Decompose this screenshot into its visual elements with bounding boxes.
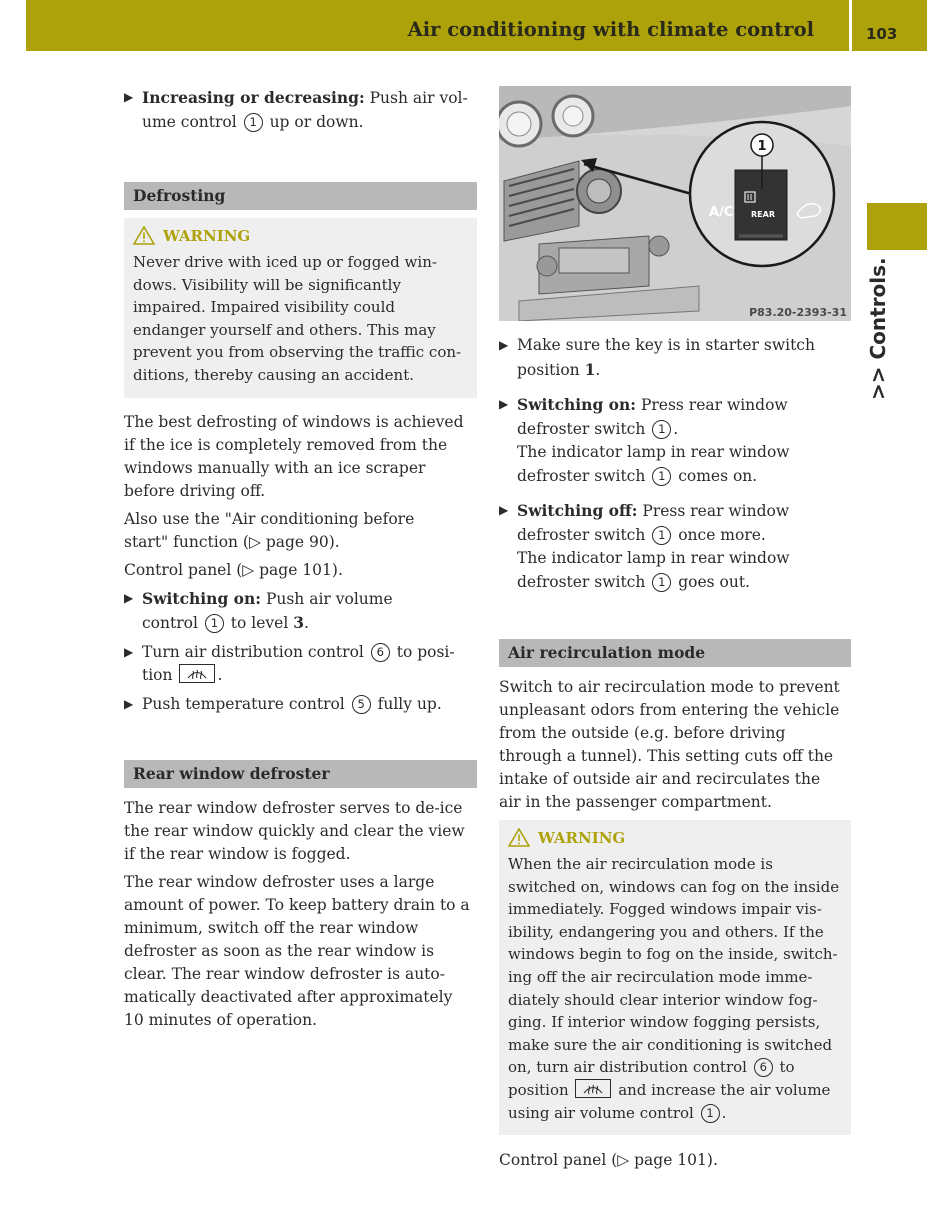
- paragraph: The best defrosting of windows is achieved if the ice is completely removed from the windows manually with an ice scraper before driving off.: [124, 412, 464, 500]
- bullet-arrow-icon: ▶: [499, 397, 509, 411]
- warning-text: Never drive with iced up or fogged win- dows. Visibility will be significantly impaired. Impaired visibility could endanger yourself and others. This may prevent you from observing the traffic con- ditions, thereby causing an accident.: [133, 253, 462, 384]
- callout-number: 1: [244, 113, 263, 132]
- list-item: ▶ Increasing or decreasing: Push air vol- ume control 1 up or down.: [124, 88, 468, 131]
- section-tab-label: >> Controls.: [866, 257, 890, 400]
- page-number: 103: [866, 25, 898, 43]
- windshield-defrost-icon: [179, 664, 215, 683]
- warning-box: [124, 218, 477, 398]
- list-item: ▶ Switching off: Press rear window defroster switch 1 once more. The indicator lamp in rear window defroster switch 1 goes out.: [499, 501, 790, 591]
- paragraph: The rear window defroster serves to de-ice the rear window quickly and clear the view if the rear window is fogged.: [124, 799, 465, 864]
- list-item: ▶ Switching on: Push air volume control 1 to level 3.: [124, 588, 393, 633]
- dashboard-illustration: [499, 86, 851, 321]
- callout-number: 1: [652, 420, 671, 439]
- warning-text: When the air recirculation mode is switched on, windows can fog on the inside immediately. Fogged windows impair vis- ibility, endangering you and others. If the windows begin to fog on the inside, switch- ing off the air recirculation mode imme- diately should clear interior window fog- ging. If interior window fogging persists, make sure the air conditioning is switched on, turn air distribution control 6 to position and increase the air volume using air volume control 1 .: [508, 855, 840, 1122]
- warning-triangle-icon: [133, 226, 155, 245]
- bullet-arrow-icon: ▶: [499, 338, 509, 352]
- list-item: ▶ Turn air distribution control 6 to posi- tion .: [124, 642, 455, 685]
- warning-triangle-icon: [508, 828, 530, 847]
- ac-label: A/C: [709, 205, 734, 220]
- rear-label: REAR: [751, 210, 775, 219]
- paragraph: Switch to air recirculation mode to prevent unpleasant odors from entering the vehicle from the outside (e.g. before driving through a tunnel). This setting cuts off the intake of outside air and recirculates the air in the passenger compartment.: [499, 678, 840, 811]
- callout-number: 1: [652, 573, 671, 592]
- section-heading-air-recirculation: Air recirculation mode: [499, 639, 851, 667]
- paragraph: Also use the "Air conditioning before start" function (▷ page 90).: [124, 509, 415, 551]
- callout-number: 1: [652, 467, 671, 486]
- callout-number: 1: [652, 526, 671, 545]
- list-item: ▶ Push temperature control 5 fully up.: [124, 693, 477, 717]
- callout-number: 6: [754, 1058, 773, 1077]
- list-item: ▶ Make sure the key is in starter switch position 1.: [499, 336, 815, 379]
- page-reference: Control panel (▷ page 101).: [499, 1151, 718, 1170]
- bullet-arrow-icon: ▶: [499, 503, 509, 517]
- section-heading-rear-window-defroster: Rear window defroster: [124, 760, 477, 788]
- dashboard-drawing: [499, 86, 851, 321]
- bullet-arrow-icon: ▶: [124, 90, 134, 104]
- section-tab-marker: [867, 203, 927, 250]
- windshield-defrost-icon: [575, 1079, 611, 1098]
- page-header: [26, 0, 927, 51]
- header-divider: [849, 0, 852, 51]
- section-heading-defrosting: Defrosting: [124, 182, 477, 210]
- header-title: Air conditioning with climate control: [407, 18, 814, 41]
- list-item: ▶ Switching on: Press rear window defroster switch 1 . The indicator lamp in rear window defroster switch 1 comes on.: [499, 395, 790, 485]
- callout-number: 5: [352, 695, 371, 714]
- bullet-arrow-icon: ▶: [124, 696, 134, 711]
- warning-box: [499, 820, 851, 1135]
- left-column: [124, 86, 477, 1037]
- paragraph: The rear window defroster uses a large amount of power. To keep battery drain to a minimum, switch off the rear window defroster as soon as the rear window is clear. The rear window defroster is auto- matically deactivated after approximately 10 minutes of operation.: [124, 873, 470, 1030]
- page-reference: Control panel (▷ page 101).: [124, 560, 343, 579]
- warning-title: WARNING: [508, 827, 842, 849]
- figure-callout-number: 1: [757, 139, 767, 154]
- warning-title: WARNING: [133, 225, 468, 247]
- bullet-arrow-icon: ▶: [124, 644, 134, 659]
- callout-number: 1: [701, 1104, 720, 1123]
- callout-number: 1: [205, 614, 224, 633]
- bullet-arrow-icon: ▶: [124, 590, 134, 605]
- callout-number: 6: [371, 643, 390, 662]
- right-column: [499, 86, 851, 1177]
- figure-code: P83.20-2393-31: [749, 306, 847, 319]
